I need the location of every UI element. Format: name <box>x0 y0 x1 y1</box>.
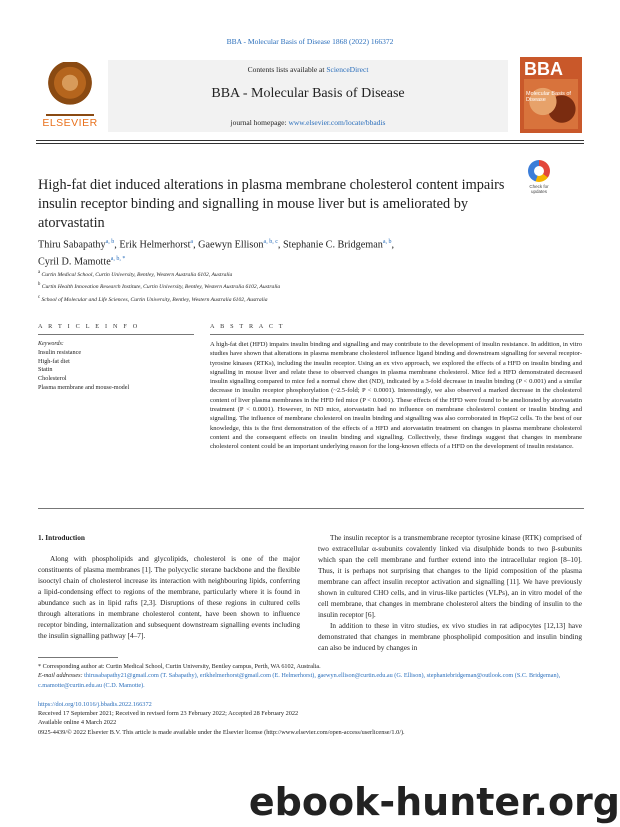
doi-link[interactable]: https://doi.org/10.1016/j.bbadis.2022.166372 <box>38 701 152 708</box>
watermark-text: ebook-hunter.org <box>248 780 620 824</box>
header-rule-thin <box>36 143 584 144</box>
intro-right-column <box>318 532 582 653</box>
homepage-link[interactable]: www.elsevier.com/locate/bbadis <box>288 118 386 127</box>
affiliation-item: $^b$ Curtin Health Innovation Research Institute, Curtin University, Bentley, Western Australia 6102, Australia <box>38 282 281 291</box>
introduction-heading: 1. Introduction <box>38 533 85 542</box>
received-dates: Received 17 September 2021; Received in revised form 23 February 2022; Accepted 28 February 2022 <box>38 710 299 718</box>
cover-title: BBA <box>524 59 563 79</box>
intro-paragraph: In addition to these in vitro studies, ex vivo studies in rat adipocytes [12,13] have demonstrated that changes in membrane phospholipid composition and insulin binding can also be induced by changes in <box>318 621 582 652</box>
author-name[interactable]: Thiru Sabapathy <box>38 239 106 251</box>
footnote-rule <box>38 657 118 658</box>
author-name[interactable]: Cyril D. Mamotte <box>38 256 111 268</box>
homepage-prefix: journal homepage: <box>230 118 289 127</box>
cover-image <box>524 79 578 129</box>
author-affil-sup[interactable]: a <box>190 239 194 245</box>
contents-prefix: Contents lists available at <box>247 65 327 74</box>
author-list: Thiru Sabapathy$^{a, b}$, Erik Helmerhorst$^a$, Gaewyn Ellison$^{a, b, c}$, Stephanie C. Bridgeman$^{a, b}$, Cyril D. Mamotte$^{a, b, *}$ <box>38 239 395 268</box>
journal-name: BBA - Molecular Basis of Disease <box>211 86 405 101</box>
affiliation-item: $^a$ Curtin Medical School, Curtin University, Bentley, Western Australia 6102, Australia <box>38 270 233 278</box>
article-title: High-fat diet induced alterations in plasma membrane cholesterol content impairs insulin receptor binding and signalling in mouse liver but is ameliorated by atorvastatin <box>38 177 505 231</box>
keyword: High-fat diet <box>38 357 70 365</box>
elsevier-tree-icon <box>46 62 94 116</box>
abstract-bottom-rule <box>38 508 584 509</box>
article-info-rule <box>38 334 194 335</box>
abstract-rule <box>210 334 584 335</box>
email-addresses: E-mail addresses: thirusabapathy21@gmail.com (T. Sabapathy), erikhelmerhorst@gmail.com (E. Helmerhorst), gaewyn.ellison@curtin.edu.au (G. Ellison), stephaniebridgeman@outlook.com (S.C. Bridgeman), c.mamotte@curtin.edu.au (C.D. Mamotte). <box>38 672 561 689</box>
corresponding-author-note: * Corresponding author at: Curtin Medical School, Curtin University, Bentley campus, Perth, WA 6102, Australia. <box>38 663 321 670</box>
check-updates-icon-center <box>534 166 544 176</box>
keyword: Plasma membrane and mouse-model <box>38 383 130 391</box>
intro-left-column <box>38 553 300 641</box>
header-rule <box>36 140 584 141</box>
available-online: Available online 4 March 2022 <box>38 719 117 727</box>
intro-paragraph: The insulin receptor is a transmembrane receptor tyrosine kinase (RTK) comprised of two extracellular α-subunits covalently linked via disulphide bonds to two β-subunits which span the cell membrane and further extend into the intracellular region [8–10]. Thus, it is perhaps not surprising that changes to the lipid composition of the plasma membrane can affect insulin receptor activation and signalling [11]. We have previously shown in cultured CHO cells, and in virus-like particles (VLPs), an in vitro model of the cell membrane, that changes in membrane cholesterol alters the binding of insulin to the insulin receptor [6]. <box>318 533 582 619</box>
author-affil-sup[interactable]: a, b, * <box>110 256 126 263</box>
author-name[interactable]: Stephanie C. Bridgeman <box>282 239 383 251</box>
author-affil-sup[interactable]: a, b <box>105 239 115 245</box>
keyword: Cholesterol <box>38 375 67 383</box>
author-name[interactable]: Erik Helmerhorst <box>119 239 191 251</box>
keyword: Insulin resistance <box>38 349 82 356</box>
email-links[interactable]: thirusabapathy21@gmail.com (T. Sabapathy), erikhelmerhorst@gmail.com (E. Helmerhorst), gaewyn.ellison@curtin.edu.au (G. Ellison), stephaniebridgeman@outlook.com (S.C. Bridgeman), c.mamotte@curtin.edu.au (C.D. Mamotte). <box>38 672 561 689</box>
abstract-text: A high-fat diet (HFD) impairs insulin binding and signalling and may contribute to the development of insulin resistance. In addition, in vitro studies have shown that alterations in plasma membrane cholesterol influence ligand binding and downstream signalling for several receptor-tyrosine kinases (RTKs), including the insulin receptor. Using an ex vivo approach, we explored the effects of a HFD on insulin binding and signalling in mouse liver and relate these to observed changes in plasma membrane cholesterol. Mice fed a HFD demonstrated decreased insulin signalling compared to mice fed a normal chow diet (ND), indicated by a 3-fold decrease in insulin binding (P < 0.001) and a similar decrease in insulin receptor phosphorylation (~2.5-fold; P < 0.0001). Interestingly, we also observed a marked decrease in the cholesterol content of liver plasma membranes in the HFD fed mice (P < 0.0001). These effects of the HFD were found to be ameliorated by atorvastatin treatment (P < 0.0001). However, in ND mice, atorvastatin had no influence on membrane cholesterol content or insulin binding and signalling. The influence of membrane cholesterol on insulin binding and signalling was also corroborated in HepG2 cells. To the best of our knowledge, this is the first demonstration of the effects of a HFD and atorvastatin treatment on changes in plasma membrane cholesterol content and the consequent effects on insulin binding and signalling. Collectively, these findings suggest that changes in membrane cholesterol content could be an important underlying reason for the long-known effects of a HFD on the development of insulin resistance. <box>210 341 582 451</box>
check-for-updates-button[interactable] <box>522 160 556 194</box>
intro-paragraph: Along with phospholipids and glycolipids, cholesterol is one of the major constituents of plasma membranes [1]. The polycyclic sterane backbone and the flexible isooctyl chain of cholesterol increase its interaction with neighbouring lipids, conferring a lipid-condensing effect to regions of the membrane, particularly where it is found in abundance such as in lipid rafts [2,3]. Disruptions of these regions in cultured cells through alterations in membrane cholesterol content, have been shown to influence receptor binding, internalization and subsequent downstream signalling events including the insulin signalling pathway [4–7]. <box>38 554 300 640</box>
journal-homepage <box>108 118 508 127</box>
affiliation-item: $^c$ School of Molecular and Life Sciences, Curtin University, Bentley, Western Australia 6102, Australia <box>38 294 268 303</box>
check-updates-label: Check for updates <box>529 184 549 194</box>
elsevier-logo[interactable] <box>38 62 102 128</box>
keywords-label: Keywords: <box>38 341 64 347</box>
contents-line <box>108 65 508 74</box>
author-affil-sup[interactable]: a, b <box>382 239 392 245</box>
article-info-heading: A R T I C L E I N F O <box>38 323 140 330</box>
keywords-list <box>38 349 129 393</box>
abstract-heading: A B S T R A C T <box>210 323 285 330</box>
journal-citation-link[interactable]: BBA - Molecular Basis of Disease 1868 (2022) 166372 <box>226 37 394 46</box>
keyword: Statin <box>38 366 53 374</box>
affiliations <box>38 268 578 305</box>
article-metadata <box>38 700 584 737</box>
sciencedirect-link[interactable]: ScienceDirect <box>326 65 369 74</box>
footnotes <box>38 662 584 690</box>
author-affil-sup[interactable]: a, b, c <box>263 239 278 245</box>
elsevier-wordmark: ELSEVIER <box>42 117 98 129</box>
author-name[interactable]: Gaewyn Ellison <box>198 239 264 251</box>
license-line: 0925-4439/© 2022 Elsevier B.V. This article is made available under the Elsevier license (http://www.elsevier.com/open-access/userlicense/1.0/). <box>38 728 405 736</box>
cover-subtitle: Molecular Basis of Disease <box>526 91 571 103</box>
journal-cover-thumbnail[interactable] <box>520 57 582 133</box>
